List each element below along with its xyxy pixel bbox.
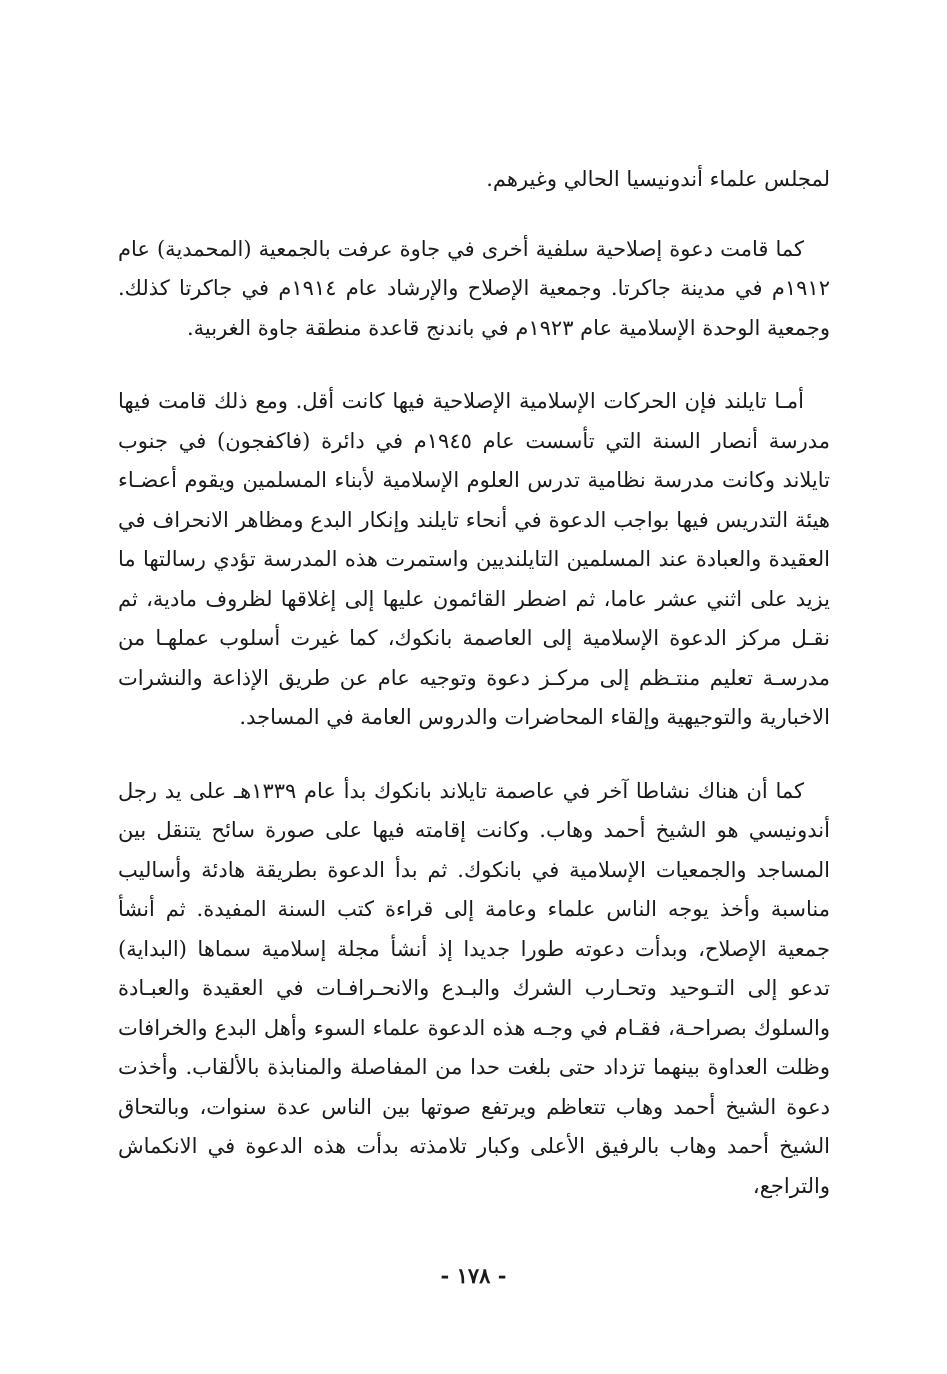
paragraph-bangkok-activity: كما أن هناك نشاطا آخر في عاصمة تايلاند بانكوك بدأ عام ١٣٣٩هـ على يد رجل أندونيسي هو الشيخ أحمد وهاب. وكانت إقامته فيها على صورة سائح يتنقل بين المساجد والجمعيات الإسلامية في بانكوك. ثم بدأ الدعوة بطريقة هادئة وأساليب مناسبة وأخذ يوجه الناس علماء وعامة إلى قراءة كتب السنة المفيدة. ثم أنشأ جمعية الإصلاح، وبدأت دعوته طورا جديدا إذ أنشأ مجلة إسلامية سماها (البداية) تدعو إلى التـوحيد وتحـارب الشرك والبـدع والانحـرافـات في العقيدة والعبـادة والسلوك بصراحـة، فقـام في وجـه هذه الدعوة علماء السوء وأهل البدع والخرافات وظلت العداوة بينهما تزداد حتى بلغت حدا من المفاصلة والمنابذة بالألقاب. وأخذت دعوة الشيخ أحمد وهاب تتعاظم ويرتفع صوتها بين الناس عدة سنوات، وبالتحاق الشيخ أحمد وهاب بالرفيق الأعلى وكبار تلامذته بدأت هذه الدعوة في الانكماش والتراجع، xyxy=(118,778,830,1198)
page-number: - ١٧٨ - xyxy=(440,1263,507,1288)
paragraph-continuation: لمجلس علماء أندونيسيا الحالي وغيرهم. xyxy=(486,167,830,191)
page-body xyxy=(118,160,830,1206)
paragraph-java-movements: كما قامت دعوة إصلاحية سلفية أخرى في جاوة عرفت بالجمعية (المحمدية) عام ١٩١٢م في مدينة جاكرتا. وجمعية الإصلاح والإرشاد عام ١٩١٤م في جاكرتا كذلك. وجمعية الوحدة الإسلامية عام ١٩٢٣م في باندنج قاعدة منطقة جاوة الغربية. xyxy=(118,236,830,340)
paragraph-thailand-school: أمـا تايلند فإن الحركات الإسلامية الإصلاحية فيها كانت أقل. ومع ذلك قامت فيها مدرسة أنصار السنة التي تأسست عام ١٩٤٥م في دائرة (فاكفجون) في جنوب تايلاند وكانت مدرسة نظامية تدرس العلوم الإسلامية لأبناء المسلمين ويقوم أعضـاء هيئة التدريس فيها بواجب الدعوة في أنحاء تايلند وإنكار البدع ومظاهر الانحراف في العقيدة والعبادة عند المسلمين التايلنديين واستمرت هذه المدرسة تؤدي رسالتها ما يزيد على اثني عشر عاما، ثم اضطر القائمون عليها إلى إغلاقها لظروف مادية، ثم نقـل مركز الدعوة الإسلامية إلى العاصمة بانكوك، كما غيرت أسلوب عملهـا من مدرسـة تعليم منتـظم إلى مركـز دعوة وتوجيه عام عن طريق الإذاعة والنشرات الاخبارية والتوجيهية وإلقاء المحاضرات والدروس العامة في المساجد. xyxy=(118,389,831,729)
